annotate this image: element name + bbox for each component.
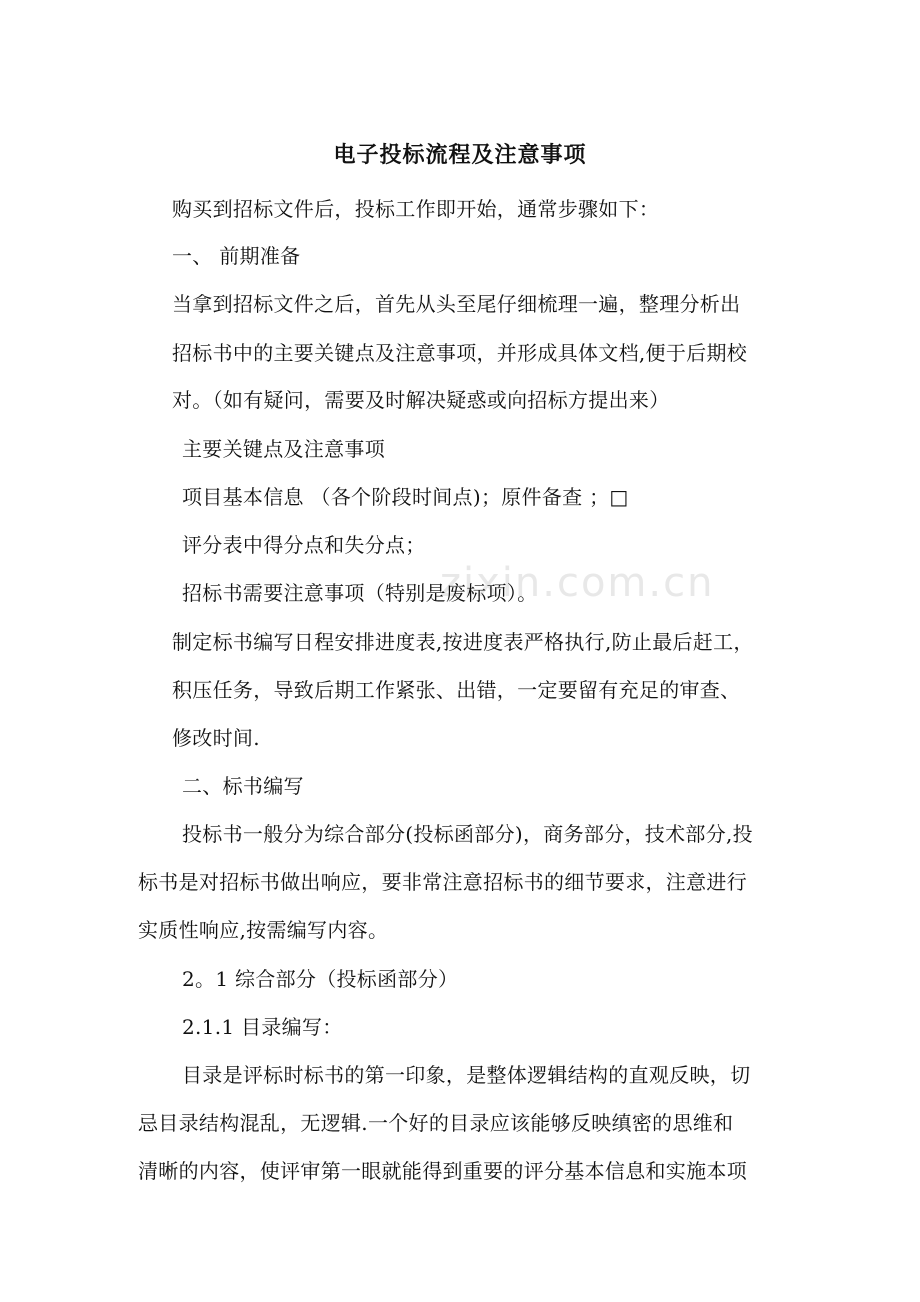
- watermark: zixin.com.cn: [440, 560, 715, 606]
- paragraph-line: 目录是评标时标书的第一印象，是整体逻辑结构的直观反映，切: [182, 1063, 751, 1087]
- paragraph-line: 修改时间.: [172, 726, 260, 750]
- subsection-heading: 2.1.1 目录编写：: [182, 1015, 343, 1039]
- list-item: 主要关键点及注意事项: [182, 437, 385, 461]
- page-title: 电子投标流程及注意事项: [333, 142, 587, 168]
- paragraph-line: 制定标书编写日程安排进度表,按进度表严格执行,防止最后赶工，: [172, 630, 754, 654]
- list-item: 评分表中得分点和失分点；: [182, 533, 426, 557]
- paragraph-line: 当拿到招标文件之后，首先从头至尾仔细梳理一遍，整理分析出: [172, 292, 741, 316]
- paragraph-line: 清晰的内容，使评审第一眼就能得到重要的评分基本信息和实施本项: [138, 1159, 747, 1183]
- paragraph-line: 忌目录结构混乱，无逻辑.一个好的目录应该能够反映缜密的思维和: [138, 1111, 734, 1135]
- section-heading: 二、标书编写: [182, 774, 304, 798]
- section-heading: 一、 前期准备: [172, 244, 301, 268]
- list-item: 招标书需要注意事项（特别是废标项）。: [182, 581, 538, 605]
- subsection-heading: 2。1 综合部分（投标函部分）: [182, 967, 459, 991]
- list-item: 项目基本信息 （各个阶段时间点)；原件备查 ；□: [182, 485, 629, 509]
- paragraph-line: 招标书中的主要关键点及注意事项，并形成具体文档,便于后期校: [172, 341, 748, 365]
- paragraph-line: 标书是对招标书做出响应，要非常注意招标书的细节要求，注意进行: [138, 870, 747, 894]
- paragraph-line: 实质性响应,按需编写内容。: [138, 918, 389, 942]
- paragraph-line: 投标书一般分为综合部分(投标函部分)，商务部分，技术部分,投: [182, 822, 753, 846]
- paragraph-line: 购买到招标文件后，投标工作即开始，通常步骤如下：: [172, 197, 660, 221]
- paragraph-line: 积压任务，导致后期工作紧张、出错，一定要留有充足的审查、: [172, 678, 741, 702]
- paragraph-line: 对。（如有疑问，需要及时解决疑惑或向招标方提出来）: [172, 388, 670, 412]
